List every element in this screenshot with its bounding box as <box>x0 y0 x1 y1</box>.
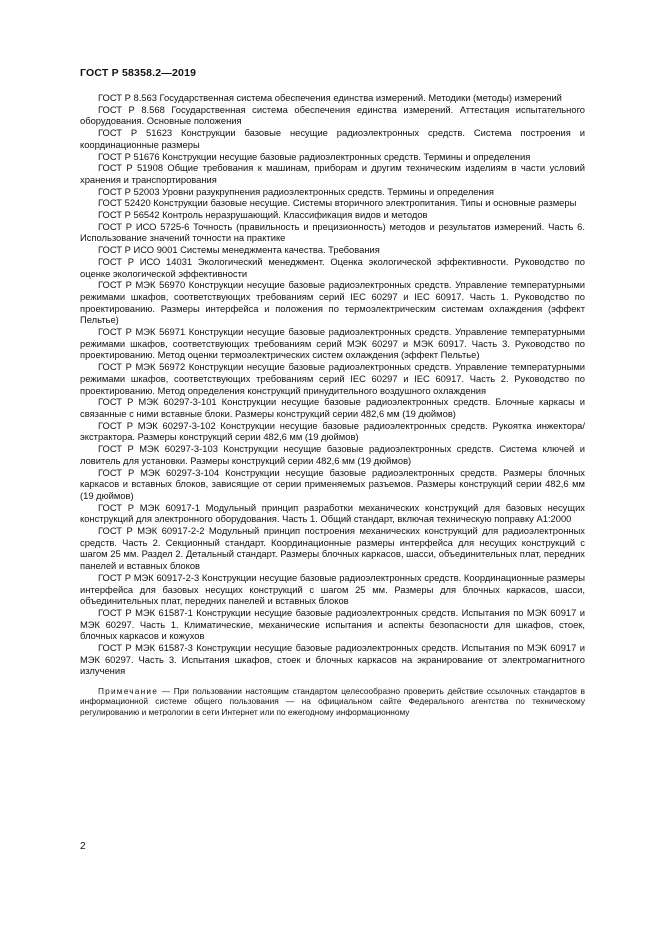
reference-entry: ГОСТ Р МЭК 56971 Конструкции несущие базовые радиоэлектронных средств. Управление температурными режимами шкафов, соответствующих требованиям серий МЭК 60297 и МЭК 60917. Часть 3. Руководство по проектированию. Метод оценки термоэлектрических систем охлаждения (эффект Пельтье) <box>80 326 585 361</box>
note-text: — При пользовании настоящим стандартом целесообразно проверить действие ссылочных стандартов в информационной системе общего пользования — на официальном сайте Федерального агентства по техническому регулированию и метрологии в сети Интернет или по ежегодному информационному <box>80 686 585 717</box>
reference-entry: ГОСТ Р МЭК 56972 Конструкции несущие базовые радиоэлектронных средств. Управление температурными режимами шкафов, соответствующих требованиям серий IEC 60297 и IEC 60917. Часть 2. Руководство по проектированию. Метод определения конструкций принудительного воздушного охлаждения <box>80 361 585 396</box>
normative-references <box>80 92 585 725</box>
reference-entry: ГОСТ Р 8.563 Государственная система обеспечения единства измерений. Методики (методы) измерений <box>98 92 562 103</box>
document-header: ГОСТ Р 58358.2—2019 <box>80 67 197 79</box>
reference-entry: ГОСТ Р МЭК 56970 Конструкции несущие базовые радиоэлектронных средств. Управление температурными режимами шкафов, соответствующих требованиям серий IEC 60297 и IEC 60917. Часть 1. Руководство по проектированию. Размеры интерфейса и положения по термоэлектрическим системам охлаждения (эффект Пельтье) <box>80 279 585 326</box>
reference-entry: ГОСТ Р ИСО 14031 Экологический менеджмент. Оценка экологической эффективности. Руководство по оценке экологической эффективности <box>80 255 585 279</box>
reference-entry: ГОСТ Р МЭК 61587-1 Конструкции несущие базовые радиоэлектронных средств. Испытания по МЭК 60917 и МЭК 60297. Часть 1. Климатические, механические испытания и аспекты безопасности для шкафов, стоек, блочных каркасов и кожухов <box>80 606 585 642</box>
reference-entry: ГОСТ Р 51908 Общие требования к машинам, приборам и другим техническим изделиям в части условий хранения и транспортирования <box>80 162 585 185</box>
note-label: Примечание <box>98 686 159 697</box>
reference-entry: ГОСТ 52420 Конструкции базовые несущие. Системы вторичного электропитания. Типы и основные размеры <box>98 197 577 209</box>
reference-entry: ГОСТ Р МЭК 60917-2-3 Конструкции несущие базовые радиоэлектронных средств. Координационные размеры интерфейса для базовых несущих конструкций с шагом 25 мм. Размеры для блочных каркасов, шасси, объединительных плат, передних панелей и вставных блоков <box>80 571 585 607</box>
page-number: 2 <box>80 841 86 852</box>
note-paragraph <box>80 686 585 717</box>
reference-entry: ГОСТ Р 8.568 Государственная система обеспечения единства измерений. Аттестация испытательного оборудования. Основные положения <box>80 103 585 127</box>
reference-entry: ГОСТ Р МЭК 60917-2-2 Модульный принцип построения механических конструкций для радиоэлектронных средств. Часть 2. Секционный стандарт. Координационные размеры интерфейса для несущих конструкций с шагом 25 мм. Раздел 2. Детальный стандарт. Размеры блочных каркасов, шасси, объединительных плат, передних панелей и вставных блоков <box>80 525 585 572</box>
reference-entry: ГОСТ Р 51623 Конструкции базовые несущие радиоэлектронных средств. Система построения и координационные размеры <box>80 127 585 150</box>
reference-entry: ГОСТ Р ИСО 9001 Системы менеджмента качества. Требования <box>98 244 380 256</box>
reference-entry: ГОСТ Р МЭК 60297-3-103 Конструкции несущие базовые радиоэлектронных средств. Система ключей и ловитель для установки. Размеры конструкций серии 482,6 мм (19 дюймов) <box>80 443 585 466</box>
reference-entry: ГОСТ Р МЭК 60297-3-102 Конструкции несущие базовые радиоэлектронных средств. Рукоятка инжектора/экстрактора. Размеры конструкций серии 482,6 мм (19 дюймов) <box>80 419 585 443</box>
reference-entry: ГОСТ Р 51676 Конструкции несущие базовые радиоэлектронных средств. Термины и определения <box>98 150 531 162</box>
reference-entry: ГОСТ Р 56542 Контроль неразрушающий. Классификация видов и методов <box>98 209 428 221</box>
reference-entry: ГОСТ Р 52003 Уровни разукрупнения радиоэлектронных средств. Термины и определения <box>98 185 494 197</box>
reference-entry: ГОСТ Р МЭК 61587-3 Конструкции несущие базовые радиоэлектронных средств. Испытания по МЭК 60917 и МЭК 60297. Часть 3. Испытания шкафов, стоек и блочных каркасов на экранирование от электромагнитного излучения <box>80 642 585 677</box>
reference-entry: ГОСТ Р МЭК 60297-3-101 Конструкции несущие базовые радиоэлектронных средств. Блочные каркасы и связанные с ними вставные блоки. Размеры конструкций серии 482,6 мм (19 дюймов) <box>80 396 585 419</box>
reference-entry: ГОСТ Р МЭК 60297-3-104 Конструкции несущие базовые радиоэлектронных средств. Размеры блочных каркасов и вставных блоков, зависящие от серии применяемых разъемов. Размеры конструкций серии 482,6 мм (19 дюймов) <box>80 466 585 501</box>
reference-entry: ГОСТ Р ИСО 5725-6 Точность (правильность и прецизионность) методов и результатов измерений. Часть 6. Использование значений точности на практике <box>80 220 585 244</box>
reference-entry: ГОСТ Р МЭК 60917-1 Модульный принцип разработки механических конструкций для базовых несущих конструкций для электронного оборудования. Часть 1. Общий стандарт, включая техническую поправку А1:2000 <box>80 501 585 525</box>
